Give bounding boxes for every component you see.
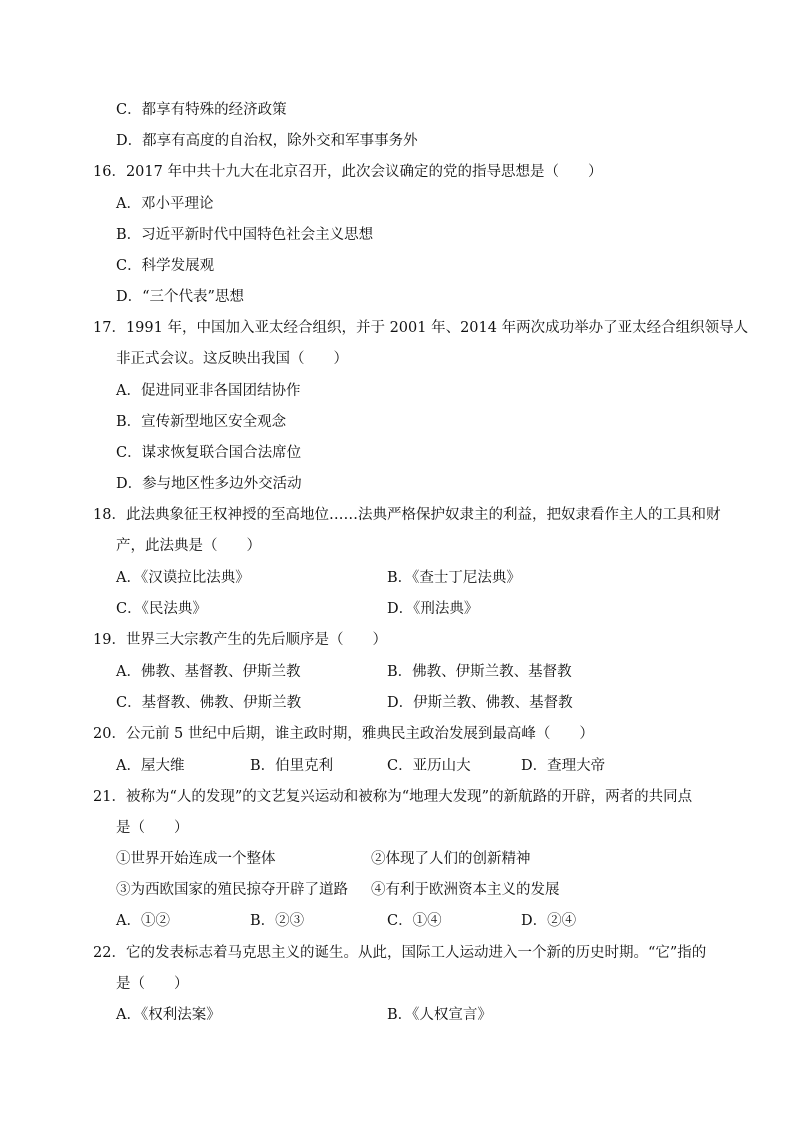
q21-item-3: ③为西欧国家的殖民掠夺开辟了道路	[116, 882, 348, 898]
q17-option-a: A．促进同亚非各国团结协作	[116, 383, 301, 399]
q21-option-c: C．①④	[387, 913, 442, 929]
q18-option-c: C．《民法典》	[116, 601, 207, 617]
q22-option-b: B．《人权宣言》	[387, 1007, 492, 1023]
q19-option-a: A．佛教、基督教、伊斯兰教	[116, 664, 301, 680]
q16-option-d: D．“三个代表”思想	[116, 289, 244, 305]
q19-option-d: D．伊斯兰教、佛教、基督教	[387, 695, 573, 711]
q18-option-d: D．《刑法典》	[387, 601, 479, 617]
q22-stem-line1: 22．它的发表标志着马克思主义的诞生。从此，国际工人运动进入一个新的历史时期。“它”指的	[93, 945, 707, 961]
q16-stem: 16．2017 年中共十九大在北京召开，此次会议确定的党的指导思想是（ ）	[93, 164, 603, 180]
q16-option-b: B．习近平新时代中国特色社会主义思想	[116, 227, 374, 243]
q20-option-d: D．查理大帝	[521, 758, 606, 774]
q20-option-b: B．伯里克利	[250, 758, 334, 774]
q17-stem-line2: 非正式会议。这反映出我国（ ）	[116, 351, 348, 367]
q21-option-b: B．②③	[250, 913, 305, 929]
q16-option-a: A．邓小平理论	[116, 196, 214, 212]
q21-item-2: ②体现了人们的创新精神	[371, 851, 531, 867]
q19-option-c: C．基督教、佛教、伊斯兰教	[116, 695, 302, 711]
q18-option-b: B．《查士丁尼法典》	[387, 570, 521, 586]
q22-option-a: A．《权利法案》	[116, 1007, 221, 1023]
q21-stem-line2: 是（ ）	[116, 820, 189, 836]
q15-option-c: C．都享有特殊的经济政策	[116, 102, 287, 118]
q21-item-1: ①世界开始连成一个整体	[116, 851, 276, 867]
q17-option-c: C．谋求恢复联合国合法席位	[116, 445, 302, 461]
q19-stem: 19．世界三大宗教产生的先后顺序是（ ）	[93, 632, 387, 648]
q21-option-a: A．①②	[116, 913, 170, 929]
q16-option-c: C．科学发展观	[116, 258, 215, 274]
q21-option-d: D．②④	[521, 913, 577, 929]
q18-option-a: A．《汉谟拉比法典》	[116, 570, 250, 586]
q19-option-b: B．佛教、伊斯兰教、基督教	[387, 664, 572, 680]
q17-stem-line1: 17．1991 年，中国加入亚太经合组织，并于 2001 年、2014 年两次成功举办了亚太经合组织领导人	[93, 320, 749, 336]
q17-option-b: B．宣传新型地区安全观念	[116, 414, 287, 430]
q20-option-a: A．屋大维	[116, 758, 185, 774]
q18-stem-line1: 18．此法典象征王权神授的至高地位……法典严格保护奴隶主的利益，把奴隶看作主人的工具和财	[93, 507, 721, 523]
q17-option-d: D．参与地区性多边外交活动	[116, 476, 302, 492]
q18-stem-line2: 产，此法典是（ ）	[116, 538, 261, 554]
q22-stem-line2: 是（ ）	[116, 976, 189, 992]
q20-stem: 20．公元前 5 世纪中后期，谁主政时期，雅典民主政治发展到最高峰（ ）	[93, 726, 594, 742]
q21-stem-line1: 21．被称为“人的发现”的文艺复兴运动和被称为“地理大发现”的新航路的开辟，两者的共同点	[93, 789, 693, 805]
q21-item-4: ④有利于欧洲资本主义的发展	[371, 882, 560, 898]
q15-option-d: D．都享有高度的自治权，除外交和军事事务外	[116, 133, 418, 149]
q20-option-c: C．亚历山大	[387, 758, 471, 774]
